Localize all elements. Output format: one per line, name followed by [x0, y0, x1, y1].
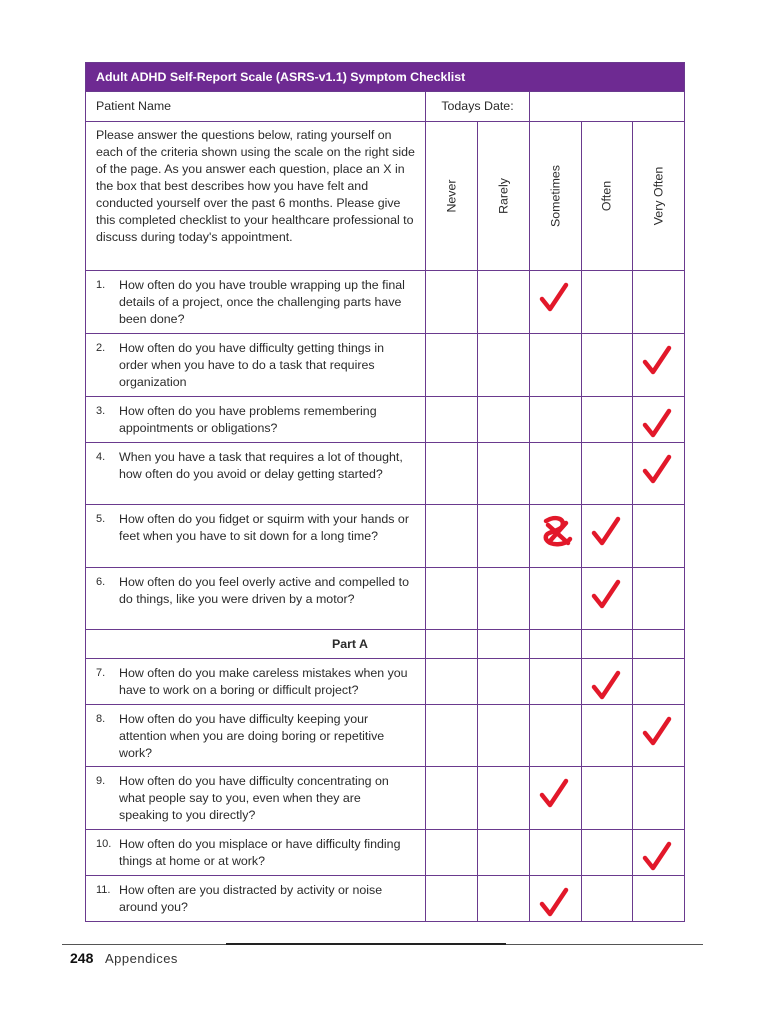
answer-cell[interactable] — [426, 767, 478, 830]
checkmark-icon — [639, 713, 679, 753]
scale-label: Sometimes — [548, 165, 562, 227]
checkmark-icon — [536, 884, 576, 924]
question-number: 2. — [96, 342, 106, 354]
scribble-out-icon — [536, 513, 576, 553]
checkmark-icon — [639, 451, 679, 491]
answer-cell[interactable] — [478, 334, 530, 397]
answer-cell[interactable] — [426, 568, 478, 630]
answer-cell[interactable] — [478, 505, 530, 568]
scale-label: Often — [599, 180, 614, 212]
checkmark-icon — [639, 405, 679, 445]
question-text: How often do you misplace or have difficulty finding things at home or at work? — [119, 837, 401, 868]
answer-cell[interactable] — [478, 830, 530, 876]
answer-cell[interactable] — [478, 705, 530, 767]
question-text: How often do you have difficulty concentrating on what people say to you, even when they are speaking to you directly? — [119, 774, 389, 822]
answer-cell[interactable] — [426, 876, 478, 922]
answer-cell[interactable] — [633, 830, 685, 876]
answer-cell[interactable] — [530, 830, 582, 876]
answer-cell[interactable] — [582, 568, 633, 630]
answer-cell[interactable] — [426, 705, 478, 767]
scale-header-often — [582, 122, 633, 271]
answer-cell[interactable] — [633, 271, 685, 334]
answer-cell[interactable] — [582, 397, 633, 443]
question-text: How often are you distracted by activity or noise around you? — [119, 883, 383, 914]
question-row — [86, 505, 685, 568]
question-number: 11. — [96, 884, 111, 896]
answer-cell[interactable] — [530, 334, 582, 397]
answer-cell[interactable] — [530, 705, 582, 767]
answer-cell[interactable] — [582, 443, 633, 505]
answer-cell[interactable] — [530, 443, 582, 505]
answer-cell[interactable] — [478, 767, 530, 830]
question-number: 9. — [96, 775, 106, 787]
patient-name-label: Patient Name — [96, 99, 172, 113]
answer-cell[interactable] — [530, 568, 582, 630]
checkmark-icon — [588, 513, 628, 553]
answer-cell[interactable] — [426, 505, 478, 568]
checkmark-icon — [536, 775, 576, 815]
scale-header-never — [426, 122, 478, 271]
question-row — [86, 876, 685, 922]
answer-cell[interactable] — [478, 397, 530, 443]
question-row — [86, 397, 685, 443]
question-text: How often do you fidget or squirm with your hands or feet when you have to sit down for a long time? — [119, 512, 409, 543]
checkmark-icon — [536, 279, 576, 319]
question-row — [86, 443, 685, 505]
answer-cell[interactable] — [426, 443, 478, 505]
answer-cell[interactable] — [530, 397, 582, 443]
page-number: 248 — [70, 950, 94, 966]
question-text: How often do you have difficulty getting things in order when you have to do a task that requires organization — [119, 341, 384, 389]
answer-cell[interactable] — [582, 830, 633, 876]
question-text: When you have a task that requires a lot of thought, how often do you avoid or delay getting started? — [119, 450, 403, 481]
answer-cell[interactable] — [530, 876, 582, 922]
answer-cell[interactable] — [426, 397, 478, 443]
answer-cell[interactable] — [478, 568, 530, 630]
answer-cell[interactable] — [478, 271, 530, 334]
question-text: How often do you feel overly active and compelled to do things, like you were driven by a motor? — [119, 575, 409, 606]
question-row — [86, 767, 685, 830]
answer-cell[interactable] — [582, 659, 633, 705]
question-text: How often do you have difficulty keeping your attention when you are doing boring or repetitive work? — [119, 712, 385, 760]
page-footer — [70, 950, 178, 966]
answer-cell[interactable] — [530, 271, 582, 334]
footer-rule-accent — [226, 943, 506, 945]
question-row — [86, 830, 685, 876]
answer-cell[interactable] — [530, 767, 582, 830]
answer-cell[interactable] — [633, 659, 685, 705]
todays-date-field[interactable] — [530, 92, 685, 122]
question-text: How often do you have trouble wrapping up the final details of a project, once the challenging parts have been done? — [119, 278, 405, 326]
asrs-checklist-table — [85, 62, 685, 922]
answer-cell[interactable] — [582, 334, 633, 397]
question-number: 1. — [96, 279, 106, 291]
scale-header-sometimes — [530, 122, 582, 271]
answer-cell[interactable] — [633, 767, 685, 830]
answer-cell[interactable] — [426, 271, 478, 334]
answer-cell[interactable] — [582, 271, 633, 334]
checkmark-icon — [588, 667, 628, 707]
question-row — [86, 334, 685, 397]
question-number: 5. — [96, 513, 106, 525]
answer-cell[interactable] — [633, 568, 685, 630]
answer-cell[interactable] — [426, 334, 478, 397]
answer-cell[interactable] — [633, 876, 685, 922]
answer-cell[interactable] — [478, 876, 530, 922]
instructions: Please answer the questions below, rating yourself on each of the criteria shown using the scale on the right side of the page. As you answer each question, place an X in the box that best describes how you have felt and conducted yourself over the past 6 months. Please give this completed checklist to your healthcare professional to discuss during today's appointment. — [86, 122, 426, 271]
answer-cell[interactable] — [633, 443, 685, 505]
patient-name-field[interactable] — [86, 92, 426, 122]
answer-cell[interactable] — [582, 505, 633, 568]
question-row — [86, 568, 685, 630]
scale-header-very-often — [633, 122, 685, 271]
answer-cell[interactable] — [530, 659, 582, 705]
section-name: Appendices — [104, 951, 178, 966]
question-text: How often do you make careless mistakes when you have to work on a boring or difficult project? — [119, 666, 408, 697]
checkmark-icon — [588, 576, 628, 616]
form-title: Adult ADHD Self-Report Scale (ASRS-v1.1) Symptom Checklist — [86, 63, 685, 92]
part-a-label: Part A — [86, 630, 426, 659]
checkmark-icon — [639, 838, 679, 878]
todays-date-label: Todays Date: — [426, 92, 530, 122]
answer-cell[interactable] — [582, 705, 633, 767]
question-number: 3. — [96, 405, 106, 417]
scale-header-rarely — [478, 122, 530, 271]
answer-cell[interactable] — [582, 767, 633, 830]
scale-label: Rarely — [496, 178, 510, 214]
question-number: 4. — [96, 451, 106, 463]
scale-label: Very Often — [651, 166, 666, 226]
question-number: 8. — [96, 713, 106, 725]
question-number: 10. — [96, 838, 112, 850]
scale-label: Never — [444, 179, 458, 213]
answer-cell[interactable] — [426, 659, 478, 705]
question-number: 6. — [96, 576, 106, 588]
answer-cell[interactable] — [530, 505, 582, 568]
answer-cell[interactable] — [582, 876, 633, 922]
answer-cell[interactable] — [633, 505, 685, 568]
answer-cell[interactable] — [426, 830, 478, 876]
question-number: 7. — [96, 667, 106, 679]
answer-cell[interactable] — [478, 443, 530, 505]
checkmark-icon — [639, 342, 679, 382]
question-text: How often do you have problems remembering appointments or obligations? — [119, 404, 377, 435]
question-row — [86, 271, 685, 334]
question-row — [86, 705, 685, 767]
answer-cell[interactable] — [633, 705, 685, 767]
answer-cell[interactable] — [478, 659, 530, 705]
answer-cell[interactable] — [633, 334, 685, 397]
question-row — [86, 659, 685, 705]
answer-cell[interactable] — [633, 397, 685, 443]
